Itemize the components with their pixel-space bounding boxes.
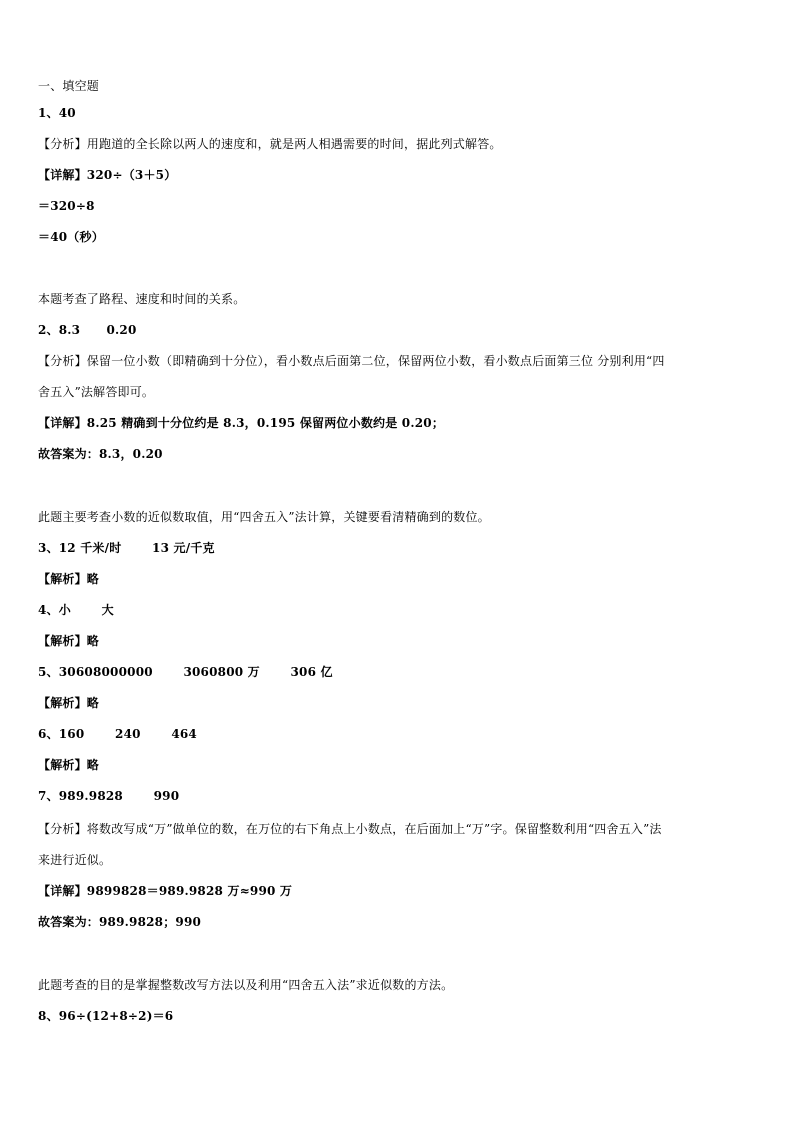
explanation-5: 【解析】略 [38, 696, 100, 710]
conclusion-7: 故答案为：989.9828；990 [38, 915, 202, 929]
answer-1: 1、40 [38, 106, 76, 120]
section-heading: 一、填空题 [38, 79, 100, 93]
analysis-7-line-2: 来进行近似。 [38, 853, 112, 867]
conclusion-2: 故答案为：8.3，0.20 [38, 447, 163, 461]
comment-7: 此题考查的目的是掌握整数改写方法以及利用“四舍五入法”求近似数的方法。 [38, 978, 454, 992]
explanation-4: 【解析】略 [38, 634, 100, 648]
detail-2: 【详解】8.25 精确到十分位约是 8.3，0.195 保留两位小数约是 0.20； [38, 416, 445, 430]
analysis-2-line-2: 舍五入”法解答即可。 [38, 385, 155, 399]
comment-1: 本题考查了路程、速度和时间的关系。 [38, 292, 246, 306]
analysis-2-line-1: 【分析】保留一位小数（即精确到十分位），看小数点后面第二位，保留两位小数，看小数点后面第三位 分别利用“四 [38, 354, 665, 368]
detail-1-line-3: ＝40（秒） [38, 230, 104, 244]
explanation-3: 【解析】略 [38, 572, 100, 586]
analysis-7-line-1: 【分析】将数改写成“万”做单位的数，在万位的右下角点上小数点，在后面加上“万”字。保留整数利用“四舍五入”法 [38, 822, 662, 836]
analysis-1: 【分析】用跑道的全长除以两人的速度和，就是两人相遇需要的时间，据此列式解答。 [38, 137, 502, 151]
answer-2: 2、8.3 0.20 [38, 323, 137, 337]
answer-3: 3、12 千米/时 13 元/千克 [38, 541, 215, 555]
answer-5: 5、30608000000 3060800 万 306 亿 [38, 665, 333, 679]
comment-2: 此题主要考查小数的近似数取值，用“四舍五入”法计算，关键要看清精确到的数位。 [38, 510, 490, 524]
answer-6: 6、160 240 464 [38, 727, 197, 741]
detail-7: 【详解】9899828＝989.9828 万≈990 万 [38, 884, 293, 898]
answer-4: 4、小 大 [38, 603, 114, 617]
answer-8: 8、96÷(12+8÷2)＝6 [38, 1009, 174, 1023]
detail-1-line-1: 【详解】320÷（3＋5） [38, 168, 177, 182]
explanation-6: 【解析】略 [38, 758, 100, 772]
answer-7: 7、989.9828 990 [38, 789, 180, 803]
detail-1-line-2: ＝320÷8 [38, 199, 95, 213]
